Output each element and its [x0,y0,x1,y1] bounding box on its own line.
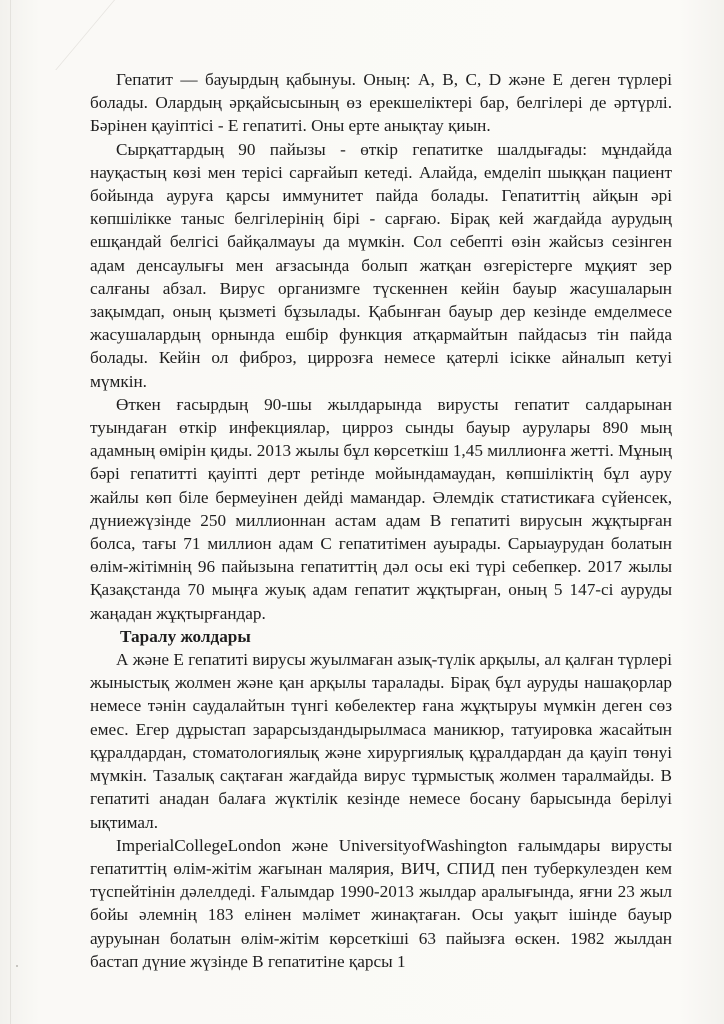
paragraph-transmission: А және Е гепатиті вирусы жуылмаған азық-түлік арқылы, ал қалған түрлері жыныстық жолмен және қан арқылы таралады. Бірақ бұл ауруды нашақорлар немесе тәнін саудалайтын түнгі көбелектер ғана жұқтыруы мүмкін деген сөз емес. Егер дұрыстап зарарсыздандырылмаса маникюр, татуировка жасайтын құралдардан, стоматологиялық және хирургиялық құралдардан да қауіп төнуі мүмкін. Тазалық сақтаған жағдайда вирус тұрмыстық жолмен таралмайды. В гепатиті анадан балаға жүктілік кезінде немесе босану барысында берілуі ықтимал. [90,650,672,832]
section-heading-transmission: Таралу жолдары [120,626,251,646]
page-corner-fold [0,0,115,70]
paragraph-research: ImperialCollegeLondon және UniversityofWashington ғалымдары вирусты гепатиттің өлім-жітім жағынан малярия, ВИЧ, СПИД пен туберкулезден кем түспейтінін дәлелдеді. Ғалымдар 1990-2013 жылдар аралығында, яғни 23 жыл бойы әлемнің 183 елінен мәлімет жинақтаған. Осы уақыт ішінде бауыр ауруынан болатын өлім-жітім көрсеткіші 63 пайызға өскен. 1982 жылдан бастап дүние жүзінде В гепатитіне қарсы 1 [90,835,672,971]
document-body [90,68,672,973]
scan-speck [16,965,18,967]
paragraph-statistics: Өткен ғасырдың 90-шы жылдарында вирусты гепатит салдарынан туындаған өткір инфекциялар, цирроз сынды бауыр аурулары 890 мың адамның өмірін қиды. 2013 жылы бұл көрсеткіш 1,45 миллионға жетті. Мұның бәрі гепатитті қауіпті дерт ретінде мойындамаудан, көпшіліктің бұл ауру жайлы көп біле бермеуінен дейді мамандар. Әлемдік статистикаға сүйенсек, дүниежүзінде 250 миллионнан астам адам В гепатиті вирусын жұқтырған болса, тағы 71 миллион адам С гепатитімен ауырады. Сарыаурудан болатын өлім-жітімнің 96 пайызына гепатиттің дәл осы екі түрі себепкер. 2017 жылы Қазақстанда 70 мыңға жуық адам гепатит жұқтырған, оның 5 147-сі ауруды жаңадан жұқтырғандар. [90,394,672,623]
paragraph-hepatitis-intro: Гепатит — бауырдың қабынуы. Оның: A, B, C, D және Е деген түрлері болады. Олардың әрқайсысының өз ерекшеліктері бар, белгілері де әртүрлі. Бәрінен қауіптісі - Е гепатиті. Оны ерте анықтау қиын. [90,70,672,136]
paragraph-symptoms: Сырқаттардың 90 пайызы - өткір гепатитке шалдығады: мұндайда науқастың көзі мен терісі сарғайып кетеді. Алайда, емделіп шыққан пациент бойында ауруға қарсы иммунитет пайда болады. Гепатиттің айқын әрі көпшілікке таныс белгілерінің бірі - сарғаю. Бірақ кей жағдайда аурудың ешқандай белгісі байқалмауы да мүмкін. Сол себепті өзін жайсыз сезінген адам денсаулығы мен ағзасында болып жатқан өзгерістерге мұқият зер салғаны абзал. Вирус организмге түскеннен кейін бауыр жасушаларын зақымдап, оның қызметі бұзылады. Қабынған бауыр дер кезінде емделмесе жасушалардың орнында ешбір функция атқармайтын пайдасыз тін пайда болады. Кейін ол фиброз, циррозға немесе қатерлі ісікке айналып кетуі мүмкін. [90,139,672,391]
page-edge-shadow [10,0,11,1024]
